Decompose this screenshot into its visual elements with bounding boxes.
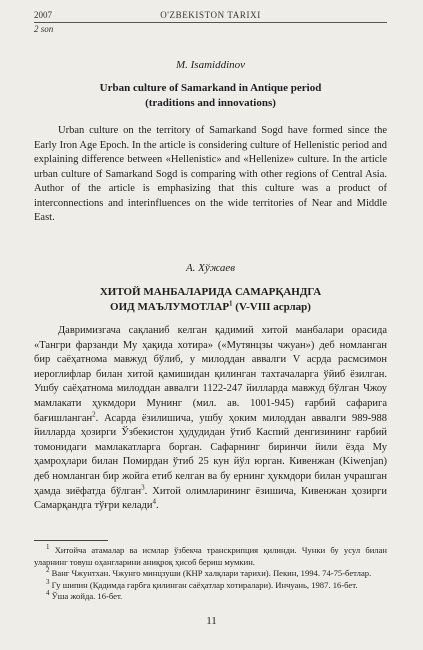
footnote-text: Гу шипин (Қадимда гарбга қилинган саёҳатлар хотиралари). Инчуань, 1987. 16-бет.: [51, 579, 358, 590]
footnote-text: Хитойча атамалар ва исмлар ўзбекча транскрипция қилинди. Чунки бу усул билан уларнинг товуш оҳангларини аниқроқ ҳисоб бериш мумкин.: [34, 545, 387, 567]
article2-title-line1: ХИТОЙ МАНБАЛАРИДА САМАРҚАНДГА: [99, 286, 322, 298]
article1-abstract: Urban culture on the territory of Samarkand Sogd have formed since the Early Iron Age Epoch. In the article is considering culture of Hellenistic period and explaining difference between «Hellenistic» and «Hellenize» culture. In the article urban culture of Samarkand Sogd is comparing with other regions of Central Asia. Author of the article is emphasizing that this culture was a product of interconnections and interinfluences on the wide territories of Near and Middle East.: [34, 125, 387, 223]
article2-title-line2: [34, 300, 387, 315]
article1-title-line2: (traditions and innovations): [145, 97, 276, 109]
footnote-text: Ўша жойда. 16-бет.: [51, 591, 123, 602]
footnote-number: 4: [46, 589, 50, 598]
article2-title: [34, 285, 387, 315]
body-text-2: . Асарда ёзилишича, ушбу ҳоким милоддан аввалги 989-988 йилларда ҳозирги Ўзбекистон ҳудудидан ўтиб Каспий денгизининг ғарбий томонидаги мамлакатларга борган. Сафарнинг биринчи йили ёзда Му ҳамроҳлари билан Помирдан ўтиб 25 кун йўл юрган. Кивенжан (Kiwenjan) деб номланган бир жойга етиб келган ва бу ернинг ҳукмдори билан учрашган ҳамда зиёфатда бўлган: [34, 412, 387, 497]
footnote-item: [34, 545, 387, 568]
body-text-4: .: [155, 500, 159, 512]
body-text-3: . Хитой олимларининг ёзишича, Кивенжан ҳозирги Самарқандга тўғри келади: [34, 485, 387, 512]
footnote-number: 3: [46, 577, 50, 586]
footnote-item: [34, 591, 387, 603]
header-rule: [34, 22, 387, 23]
footnote-number: 1: [46, 543, 50, 552]
footnote-ref-2: 2: [92, 410, 96, 419]
footnote-item: [34, 577, 387, 592]
article2-body: [34, 324, 387, 514]
header-year: 2007: [34, 10, 52, 20]
page-number: 11: [206, 615, 217, 627]
footnote-item: [34, 568, 387, 580]
article2-title-line2-text: ОИД МАЪЛУМОТЛАР: [110, 301, 230, 313]
header-journal-title: O'ZBEKISTON TARIXI: [160, 10, 261, 20]
article1-title: [34, 81, 387, 111]
article1-title-line1: Urban culture of Samarkand in Antique period: [99, 82, 322, 94]
title-footnote-ref: 1: [229, 299, 233, 308]
footnote-number: 2: [46, 566, 50, 575]
body-text-1: Давримизгача сақланиб келган қадимий хитой манбалари орасида «Тангри фарзанди Му ҳақида хотира» («Мутянцзы чжуан») деб номланган бир саёҳатнома мавжуд бўлиб, у милоддан аввалги V асрда расмсимон иероглифлар билан хитой қамишидан қилинган тахтачаларга ўйиб ёзилган. Ушбу саёҳатнома милоддан аввалги 1122-247 йилларда мавжуд бўлган Чжоу мамлакати ҳукмдори Мунинг (мил. ав. 1001-945) ғарбий сафарига бағишланган: [34, 325, 387, 424]
article2-author: А. Хўжаев: [185, 262, 236, 274]
footnote-ref-4: 4: [152, 497, 156, 506]
footnote-ref-3: 3: [141, 483, 145, 492]
header-issue: 2 son: [34, 24, 54, 34]
article2-title-suffix: (V-VIII асрлар): [232, 301, 311, 313]
footnote-text: Ванг Чжунтхан. Чжунго минцзуши (КНР халқлари тарихи). Пекин, 1994. 74-75-бетлар.: [51, 568, 372, 579]
article1-author: M. Isamiddinov: [175, 59, 246, 71]
footnotes-list: [34, 545, 387, 603]
footnote-rule: [34, 540, 108, 541]
